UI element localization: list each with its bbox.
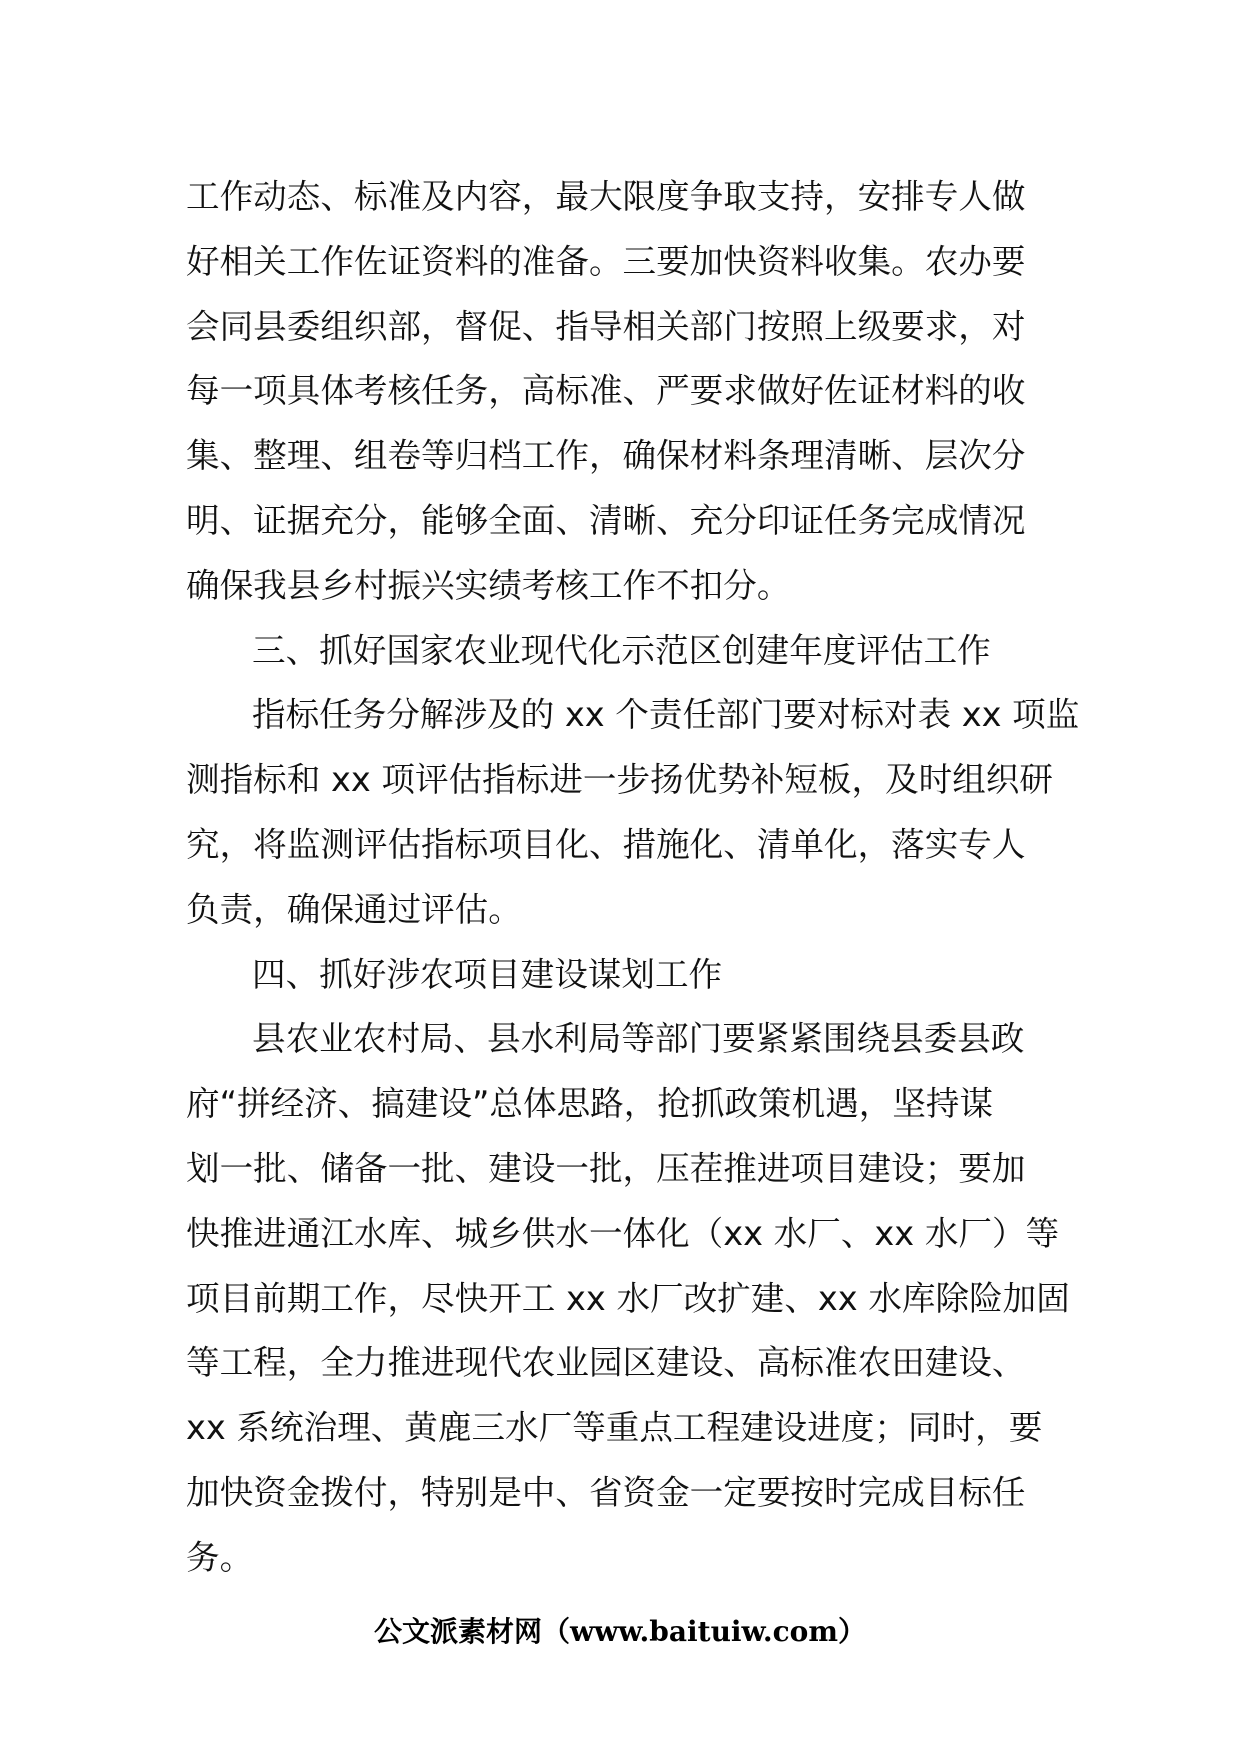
body-line: 测指标和 xx 项评估指标进一步扬优势补短板，及时组织研 xyxy=(186,760,1053,800)
body-line: 加快资金拨付，特别是中、省资金一定要按时完成目标任 xyxy=(186,1472,1026,1512)
body-line: 划一批、储备一批、建设一批，压茬推进项目建设；要加 xyxy=(186,1148,1026,1188)
body-line: 快推进通江水库、城乡供水一体化（xx 水厂、xx 水厂）等 xyxy=(186,1213,1060,1253)
body-line: 指标任务分解涉及的 xx 个责任部门要对标对表 xx 项监 xyxy=(252,695,1080,735)
body-line: 府“拼经济、搞建设”总体思路，抢抓政策机遇，坚持谋 xyxy=(186,1084,994,1124)
body-line: 项目前期工作，尽快开工 xx 水厂改扩建、xx 水库除险加固 xyxy=(186,1278,1070,1318)
body-line: 等工程，全力推进现代农业园区建设、高标准农田建设、 xyxy=(186,1343,1026,1383)
body-line: xx 系统治理、黄鹿三水厂等重点工程建设进度；同时，要 xyxy=(186,1408,1043,1448)
body-line: 负责，确保通过评估。 xyxy=(186,889,522,929)
document-body xyxy=(186,165,1080,1591)
section-heading-3: 三、抓好国家农业现代化示范区创建年度评估工作 xyxy=(252,630,991,670)
body-line: 明、证据充分，能够全面、清晰、充分印证任务完成情况 xyxy=(186,500,1026,540)
body-line: 工作动态、标准及内容，最大限度争取支持，安排专人做 xyxy=(186,177,1026,216)
body-line: 每一项具体考核任务，高标准、严要求做好佐证材料的收 xyxy=(186,371,1026,411)
body-line: 务。 xyxy=(186,1537,254,1577)
body-line: 确保我县乡村振兴实绩考核工作不扣分。 xyxy=(186,565,791,605)
body-line: 县农业农村局、县水利局等部门要紧紧围绕县委县政 xyxy=(252,1019,1025,1059)
footer-watermark: 公文派素材网（www.baituiw.com） xyxy=(374,1615,866,1648)
body-line: 究，将监测评估指标项目化、措施化、清单化，落实专人 xyxy=(186,824,1026,864)
body-line: 好相关工作佐证资料的准备。三要加快资料收集。农办要 xyxy=(186,241,1026,281)
body-line: 会同县委组织部，督促、指导相关部门按照上级要求，对 xyxy=(186,306,1026,346)
body-line: 集、整理、组卷等归档工作，确保材料条理清晰、层次分 xyxy=(186,436,1026,476)
section-heading-4: 四、抓好涉农项目建设谋划工作 xyxy=(252,954,723,994)
